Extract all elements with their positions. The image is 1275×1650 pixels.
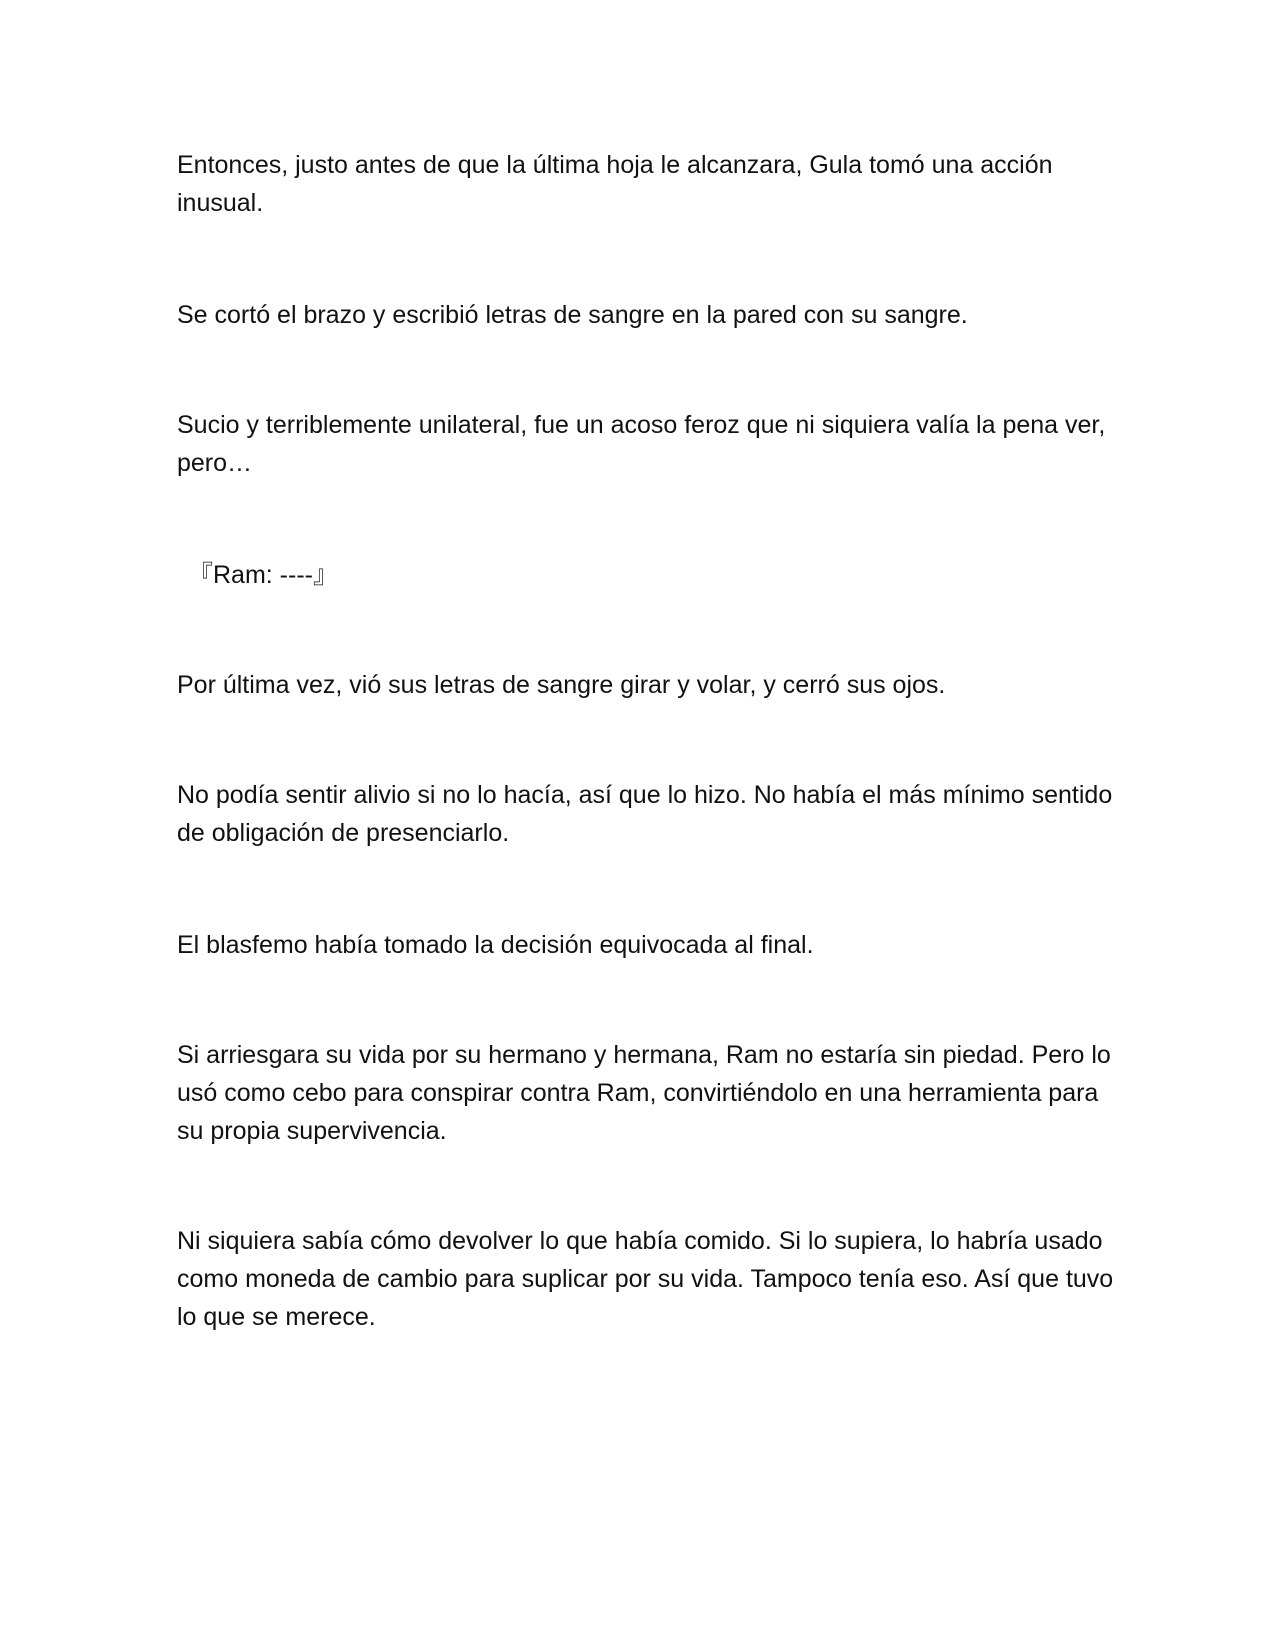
paragraph-3: Sucio y terriblemente unilateral, fue un acoso feroz que ni siquiera valía la pena ver, pero… <box>177 411 1106 477</box>
paragraph-7: El blasfemo había tomado la decisión equivocada al final. <box>177 931 814 959</box>
paragraph-8: Si arriesgara su vida por su hermano y hermana, Ram no estaría sin piedad. Pero lo usó como cebo para conspirar contra Ram, convirtiéndolo en una herramienta para su propia supervivencia. <box>177 1041 1111 1145</box>
paragraph-5: Por última vez, vió sus letras de sangre girar y volar, y cerró sus ojos. <box>177 671 946 699</box>
paragraph-1: Entonces, justo antes de que la última hoja le alcanzara, Gula tomó una acción inusual. <box>177 151 1053 217</box>
paragraph-2: Se cortó el brazo y escribió letras de sangre en la pared con su sangre. <box>177 301 968 329</box>
paragraph-9: Ni siquiera sabía cómo devolver lo que había comido. Si lo supiera, lo habría usado como moneda de cambio para suplicar por su vida. Tampoco tenía eso. Así que tuvo lo que se merece. <box>177 1227 1114 1331</box>
paragraph-6: No podía sentir alivio si no lo hacía, así que lo hizo. No había el más mínimo sentido de obligación de presenciarlo. <box>177 781 1113 847</box>
dialogue-line: 『Ram: ----』 <box>188 561 338 589</box>
